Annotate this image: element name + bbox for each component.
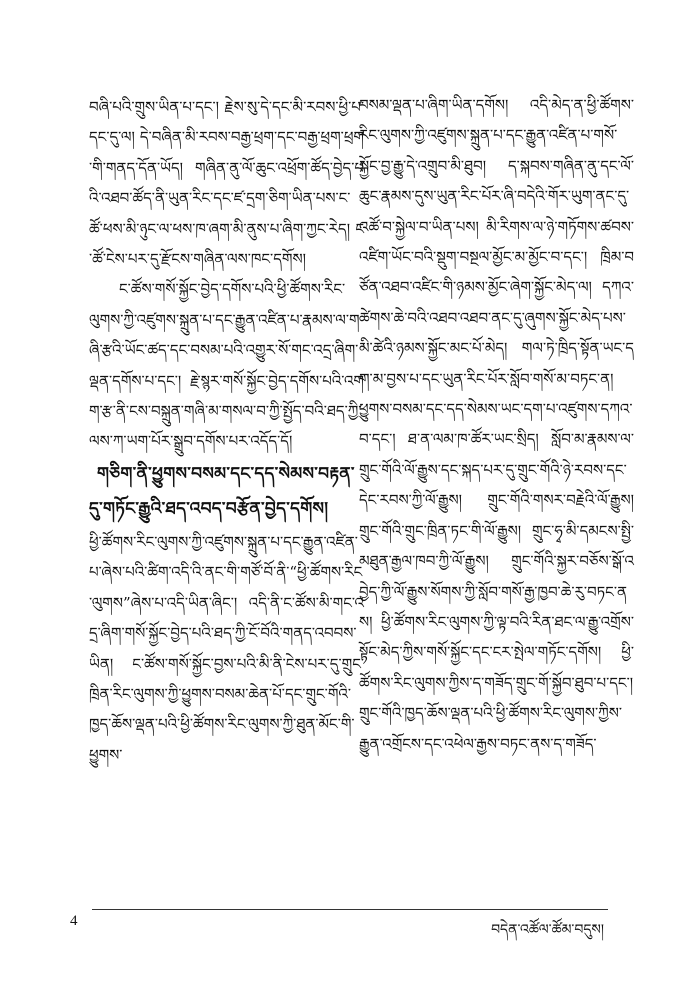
paragraph: ཕྱི་ཚོགས་རིང་ལུགས་ཀྱི་འཛུགས་སྐྲུན་པ་དང་རྒྱུན་འཛིན་པ་ཞེས་པའི་ཚིག་འདི་འི་ནང་གི་གཙོ་བོ་ནི་“ཕྱི་ཚོགས་རིང་ལུགས”ཞེས་པ་འདི་ཡིན་ཞིང་། འདི་ནི་ང་ཚོས་མི་གང་འདྲ་ཞིག་གསོ་སྐྱོང་བྱེད་པའི་ཐད་ཀྱི་ངོ་བོའི་གནད་འབབས་ཡིན། ང་ཚོས་གསོ་སྐྱོང་བྱས་པའི་མི་ནི་ངེས་པར་དུ་གྲུང་ཁྲིན་རིང་ལུགས་ཀྱི་ཕྱུགས་བསམ་ཆེན་པོ་དང་གྲུང་གོའི་ཁྱད་ཆོས་ལྡན་པའི་ཕྱི་ཚོགས་རིང་ལུགས་ཀྱི་ཐུན་མོང་གི་ཕྱུགས་ bbox=[89, 532, 364, 764]
journal-title: བདེན་འཚོལ་ཚོམ་བདུས། bbox=[491, 922, 604, 938]
left-column bbox=[89, 92, 364, 770]
paragraph: བཞི་པའི་གྲུས་ཡིན་པ་དང་། རྗེས་སུ་དེ་དང་མི་རབས་ཕྱི་པ་དང་དུ་ལ། དེ་བཞིན་མི་རབས་བརྒྱ་ཕྲག་དང་བརྒྱ་ཕྲག་ཕྲག་གི་གནད་དོན་ཡོད། གཞིན་ནུ་ལོ་ཆུང་འཕྲོག་ཚོད་བྱེད་པའི་འཐབ་ཚོད་ནི་ཡུན་རིང་དང་ཛ་དྲག་ཅིག་ཡིན་པས་ང་ཚོ་ཕས་མི་ཉུང་ལ་ཕས་ཁ་ཞག་མི་ནུས་པ་ཞིག་ཀྱང་རེད། ང་ཚོ་ངེས་པར་དུ་རྫོངས་གཞིན་ལས་ཁང་དགོས། bbox=[89, 98, 364, 269]
footer-rule bbox=[92, 909, 608, 910]
paragraph: བསམ་ལྡན་པ་ཞིག་ཡིན་དགོས། འདི་མེད་ན་ཕྱི་ཚོགས་རིང་ལུགས་ཀྱི་འཛུགས་སྐྲུན་པ་དང་རྒྱུན་འཛིན་པ་གསོ་སྐྱོང་བྱ་རྒྱུ་དེ་འགྲུབ་མི་ཐུབ། ད་སྐབས་གཞིན་ནུ་དང་ལོ་ཆུང་རྣམས་དུས་ཡུན་རིང་པོར་ཞི་བདེའི་གོར་ཡུག་ནང་དུ་འཚོ་བ་སྐྱེལ་བ་ཡིན་པས། མི་རིགས་ལ་ཉེ་གཏོགས་ཚབས་འཛིག་ཡོང་བའི་སྡུག་བསྔལ་མྱོང་མ་མྱོང་བ་དང་། ཁྲིམ་བཙོན་འཐབ་འཛིང་གི་ཉམས་མྱོང་ཞེག་སྐྱོང་མེད་ལ། དཀའ་ཚེགས་ཆེ་བའི་འཐབ་འཐབ་ནང་དུ་ཞུགས་སྐྱོང་མེད་པས་མི་ཚེའི་ཉམས་སྐྱོང་མང་པོ་མེད། གལ་ཏེ་ཁྲིད་སྟོན་ཡང་དག་མ་བྱས་པ་དང་ཡུན་རིང་པོར་སློབ་གསོ་མ་བཏང་ན། ཕྱུགས་བསམ་དང་དད་སེམས་ཡང་དག་པ་འཛུགས་དཀའ་བ་དང་། ཐ་ན་ལམ་ཁ་ཚོར་ཡང་སྲིད། སློབ་མ་རྣམས་ལ་གྲུང་གོའི་ལོ་རྒྱུས་དང་སྐད་པར་དུ་གྲུང་གོའི་ཉེ་རབས་དང་དེང་རབས་ཀྱི་ལོ་རྒྱུས། གྲུང་གོའི་གསར་བརྗེའི་ལོ་རྒྱུས། གྲུང་གོའི་གྲུང་ཁྲིན་ཏང་གི་ལོ་རྒྱུས། གྲུང་ཧྭ་མི་དམངས་སྤྱི་མཐུན་རྒྱལ་ཁབ་ཀྱི་ལོ་རྒྱུས། གྲུང་གོའི་སྐྱར་བཅོས་སྒོ་འབྱེད་ཀྱི་ལོ་རྒྱུས་སོགས་ཀྱི་སློབ་གསོ་རྒྱ་ཁྱབ་ཆེ་རུ་བཏང་ནས། ཕྱི་ཚོགས་རིང་ལུགས་ཀྱི་ལྟ་བའི་རིན་ཐང་ལ་རྒྱུ་འགྲོས་སྟོང་མེད་ཀྱིས་གསོ་སྐྱོང་དང་ངར་སྤེལ་གཏོང་དགོས། ཕྱི་ཚོགས་རིང་ལུགས་ཀྱིས་ད་གཟོད་གྲུང་གོ་སྐྱོབ་ཐུབ་པ་དང་། གྲུང་གོའི་ཁྱད་ཆོས་ལྡན་པའི་ཕྱི་ཚོགས་རིང་ལུགས་ཀྱིས་རྒྱུན་འགྲོངས་དང་འཕེལ་རྒྱས་བཏང་ནས་ད་གཟོད་ bbox=[359, 96, 634, 753]
section-heading: གཅིག་ནི་ཕྱུགས་བསམ་དང་དད་སེམས་བརྟན་དུ་གཏོང་རྒྱུའི་ཐད་འབད་བརྩོན་བྱེད་དགོས། bbox=[89, 463, 355, 519]
right-column bbox=[359, 90, 634, 759]
paragraph: ང་ཚོས་གསོ་སྐྱོང་བྱེད་དགོས་པའི་ཕྱི་ཚོགས་རིང་ལུགས་ཀྱི་འཛུགས་སྐྲུན་པ་དང་རྒྱུན་འཛིན་པ་རྣམས་ལ་གཞི་རྩའི་ཡོང་ཚད་དང་བསམ་པའི་འགྱུར་སོ་གང་འདྲ་ཞིག་ལྡན་དགོས་པ་དང་། རྗེ་སྙར་གསོ་སྐྱོང་བྱེད་དགོས་པའི་འགག་རྩ་ནི་ངས་བསྐྲུན་གཞི་མ་གསལ་བ་ཀྱི་སྤྱོད་བའི་ཐད་ཀྱི་ལས་ཀ་ཡག་པོར་སྒྲུབ་དགོས་པར་འདོད་དོ། bbox=[89, 280, 364, 451]
page-number: 4 bbox=[70, 913, 78, 929]
